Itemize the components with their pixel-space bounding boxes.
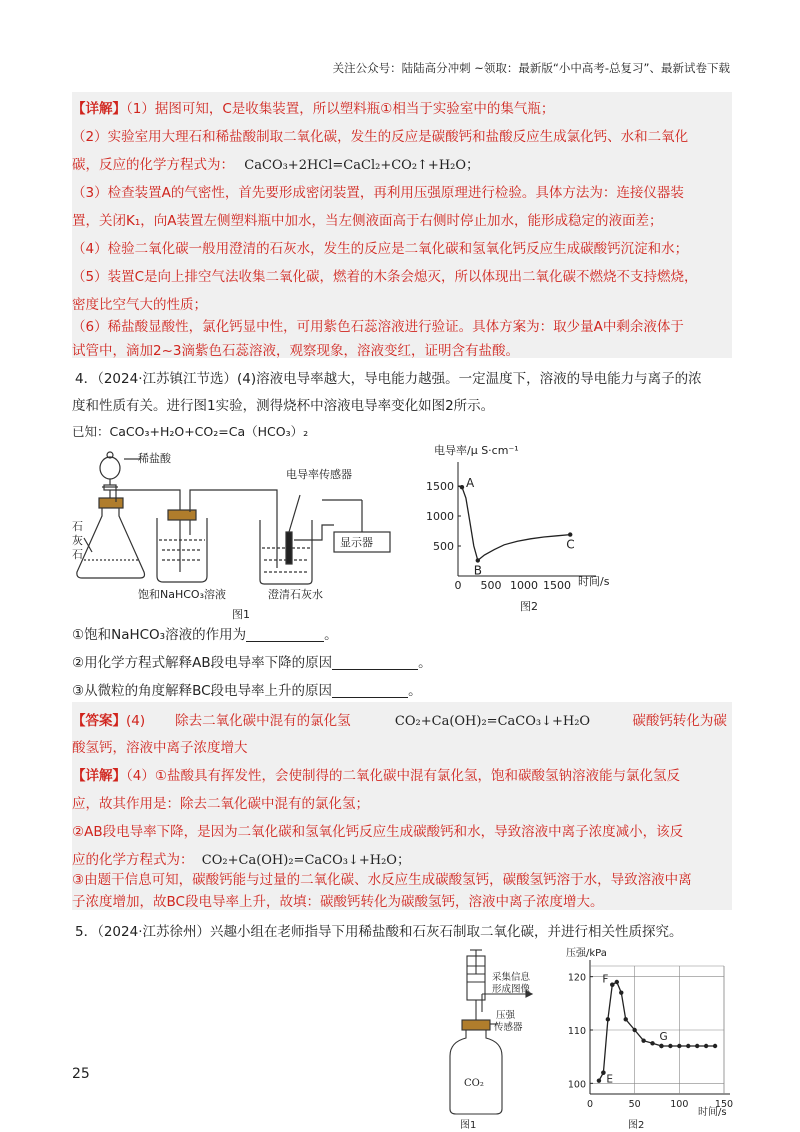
answer-3: 碳酸钙转化为碳 [632,713,727,729]
q3-detail-line-8: 密度比空气大的性质； [72,297,207,313]
data-point [677,1044,681,1048]
label-sensor: 电导率传感器 [286,468,352,481]
x-tick-label: 500 [480,579,502,592]
y-tick-label: 1500 [426,480,454,493]
label-display: 显示器 [340,536,373,549]
answer-number: (4) [126,713,146,729]
y-tick-label: 110 [567,1026,586,1037]
data-point [713,1044,717,1048]
q3-detail-line-6: （4）检验二氧化碳一般用澄清的石灰水，发生的反应是二氧化碳和氢氧化钙反应生成碳酸钙沉淀和水； [72,241,689,257]
q3-detail-line-10: 试管中，滴加2~3滴紫色石蕊溶液，观察现象，溶液变红，证明含有盐酸。 [72,343,519,359]
answer-tag: 【答案】 [72,713,126,729]
detail-text: （4）①盐酸具有挥发性，会使制得的二氧化碳中混有氯化氢，饱和碳酸氢钠溶液能与氯化氢反 [126,768,680,784]
sub-text: ①饱和NaHCO₃溶液的作用为 [72,627,247,643]
label-image: 形成图像 [492,984,531,995]
answer-blank[interactable] [246,628,324,642]
detail-equation: CO₂+Ca(OH)₂=CaCO₃↓+H₂O [201,853,397,868]
point-A [460,485,464,489]
q4-stem-line-1 [75,367,735,387]
point-label-E: E [606,1073,614,1086]
punct: 。 [418,655,432,671]
data-point [615,980,619,984]
x-tick-label: 0 [586,1099,594,1110]
label-pressure: 压强 [496,1010,516,1021]
label-acid: 稀盐酸 [138,452,171,465]
detail-tag: 【详解】 [72,768,126,784]
data-point [641,1038,645,1042]
q5-stem [75,920,735,940]
funnel-bulb [100,457,120,479]
fig1-caption: 图1 [232,608,250,620]
answer-blank[interactable] [332,684,408,698]
q3-detail-line-5: 置，关闭K₁，向A装置左侧塑料瓶中加水，当左侧液面高于右侧时停止加水，能形成稳定的液面差； [72,213,663,229]
label-stone-1: 石 [72,520,83,533]
question-number: 4． [75,371,98,387]
x-tick-label: 1500 [543,579,571,592]
y-tick-label: 120 [567,972,586,984]
y-tick-label: 1000 [426,510,454,523]
label-nahco3: 饱和NaHCO₃溶液 [138,588,226,601]
connect-tube-2 [190,490,277,568]
q3-detail-line-2: （2）实验室用大理石和稀盐酸制取二氧化碳，发生的反应是碳酸钙和盐酸反应生成氯化钙、水和二氧化 [72,129,689,145]
data-point [606,1017,610,1021]
label-co2: CO₂ [464,1078,484,1089]
data-point [668,1044,672,1048]
x-tick-label: 100 [670,1099,689,1110]
conical-flask [77,502,145,578]
question-number: 5． [75,924,98,940]
point-label-G: G [659,1031,668,1043]
x-tick-label: 150 [714,1099,734,1110]
data-point [650,1041,654,1045]
q4-sub-2 [72,651,732,671]
data-point [686,1044,690,1048]
punct: ； [466,157,480,173]
label-stone-2: 灰 [72,534,83,547]
q5-fig1-caption: 图1 [460,1120,477,1131]
data-point [632,1028,636,1032]
q4-sub-3 [72,679,732,699]
q4-known: 已知：CaCO₃+H₂O+CO₂=Ca（HCO₃）₂ [72,424,309,439]
point-G [659,1044,663,1048]
answer-1: 除去二氧化碳中混有的氯化氢 [175,713,351,729]
q4-detail-line-6: 子浓度增加，故BC段电导率上升，故填：碳酸钙转化为碳酸氢钙，溶液中离子浓度增大。 [72,894,604,910]
question-text: （2024·江苏镇江节选）(4)溶液电导率越大，导电能力越强。一定温度下，溶液的导电能力与离子的浓 [97,371,702,387]
q4-figure-2-chart [420,442,620,617]
point-C [568,532,572,536]
detail-text: 碳，反应的化学方程式为： [72,157,234,173]
q4-detail-line-2: 应，故其作用是：除去二氧化碳中混有的氯化氢； [72,796,369,812]
q3-detail-line-7: （5）装置C是向上排空气法收集二氧化碳，燃着的木条会熄灭，所以体现出二氧化碳不燃烧不支持燃烧， [72,269,698,285]
x-tick-label: 1000 [510,579,538,592]
q3-detail-line-1 [72,97,732,117]
series-line [599,982,715,1081]
answer-blank[interactable] [332,656,418,670]
q4-detail-line-5: ③由题干信息可知，碳酸钙能与过量的二氧化碳、水反应生成碳酸氢钙，碳酸氢钙溶于水，导致溶液中离 [72,872,692,888]
q3-detail-line-4: （3）检查装置A的气密性，首先要形成密闭装置，再利用压强原理进行检验。具体方法为：连接仪器装 [72,185,684,201]
detail-text: 应的化学方程式为： [72,852,194,868]
chart2-xlabel: 时间/s [698,1107,727,1118]
sub-text: ③从微粒的角度解释BC段电导率上升的原因 [72,683,333,699]
point-B [476,558,480,562]
answer-equation: CO₂+Ca(OH)₂=CaCO₃↓+H₂O [394,714,591,729]
chart2-caption: 图2 [628,1120,645,1131]
point-label-F: F [602,973,609,986]
page-header: 关注公众号：陆陆高分冲刺 ~领取：最新版“小中高考-总复习”、最新试卷下载 [332,61,730,75]
point-F [610,982,614,986]
punct: 。 [408,683,422,699]
data-point [619,990,623,994]
q4-sub-1 [72,623,732,643]
label-limewater: 澄清石灰水 [268,588,323,601]
chart1-ylabel: 电导率/μ S·cm⁻¹ [434,444,519,457]
data-point [597,1078,601,1082]
label-collect: 采集信息 [492,972,531,983]
chart2-ylabel: 压强/kPa [566,948,607,959]
point-label-B: B [473,563,483,578]
sub-text: ②用化学方程式解释AB段电导率下降的原因 [72,655,333,671]
equation: CaCO₃+2HCl=CaCl₂+CO₂↑+H₂O [244,158,467,173]
x-tick-label: 50 [628,1099,641,1110]
q4-figure-1 [72,440,412,620]
point-E [601,1070,605,1074]
x-tick-label: 0 [454,579,462,592]
chart1-caption: 图2 [520,600,538,613]
q3-detail-line-3 [72,153,732,173]
q5-figure-1 [430,944,570,1132]
y-tick-label: 100 [567,1079,586,1091]
q5-figure-2-chart [562,944,742,1132]
punct: ； [396,852,411,868]
punct: 。 [324,627,338,643]
point-label-C: C [566,537,575,552]
series-line [458,486,570,560]
label-stone-3: 石 [72,548,83,561]
data-point [695,1044,699,1048]
q4-detail-line-3: ②AB段电导率下降，是因为二氧化碳和氢氧化钙反应生成碳酸钙和水，导致溶液中离子浓度减小，该反 [72,824,684,840]
question-text: （2024·江苏徐州）兴趣小组在老师指导下用稀盐酸和石灰石制取二氧化碳，并进行相关性质探究。 [97,924,683,940]
q4-detail-line-1 [72,764,732,784]
detail-text: （1）据图可知，C是收集装置，所以塑料瓶①相当于实验室中的集气瓶； [126,101,555,117]
detail-tag: 【详解】 [72,101,126,117]
q4-stem-line-2: 度和性质有关。进行图1实验，测得烧杯中溶液电导率变化如图2所示。 [72,398,495,414]
gas-bottle [450,1030,502,1114]
page-number: 25 [72,1066,90,1082]
q4-detail-line-4 [72,848,732,868]
label-sensor: 传感器 [494,1022,523,1033]
sensor-probe [286,532,292,564]
y-tick-label: 500 [433,540,454,553]
q4-answer-line-2: 酸氢钙，溶液中离子浓度增大 [72,740,248,756]
point-label-A: A [465,476,475,491]
data-point [704,1044,708,1048]
q4-answer-line-1 [72,709,732,729]
data-point [624,1017,628,1021]
q3-detail-line-9: （6）稀盐酸显酸性，氯化钙显中性，可用紫色石蕊溶液进行验证。具体方案为：取少量A中剩余液体于 [72,319,684,335]
chart1-xlabel: 时间/s [578,575,610,588]
